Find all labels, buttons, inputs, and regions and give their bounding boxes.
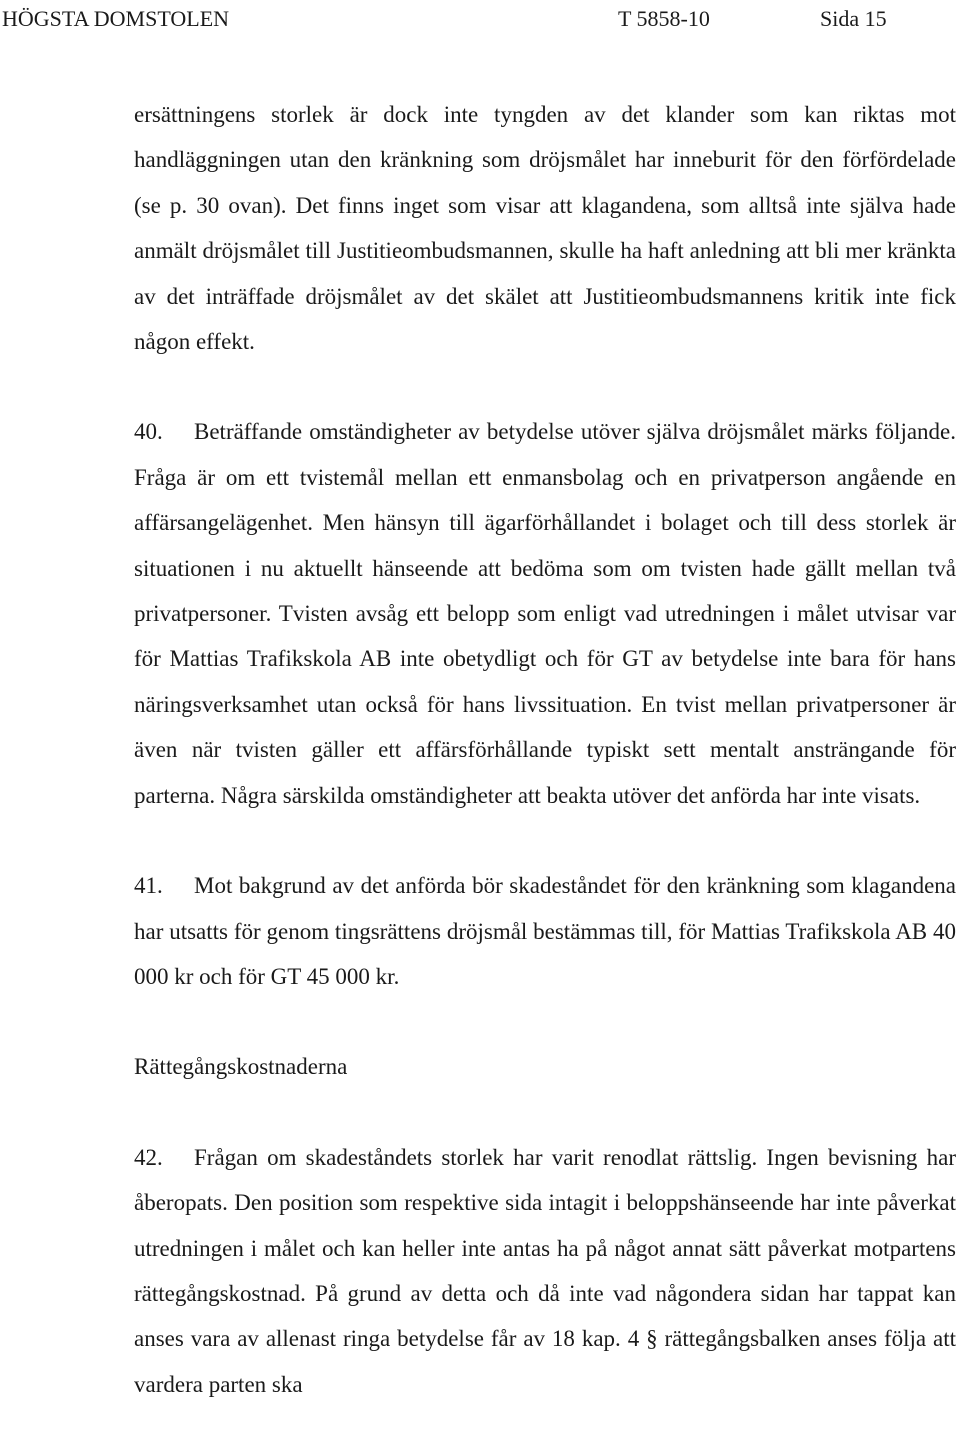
- paragraph-continuation: ersättningens storlek är dock inte tyngden av det klander som kan riktas mot handläggningen utan den kränkning som dröjsmålet har inneburit för den förfördelade (se p. 30 ovan). Det finns inget som visar att klagandena, som alltså inte själva hade anmält dröjsmålet till Justitieombudsmannen, skulle ha haft anledning att bli mer kränkta av det inträffade dröjsmålet av det skälet att Justitieombudsmannens kritik inte fick någon effekt.: [134, 102, 956, 355]
- page-number: Sida 15: [820, 6, 887, 31]
- paragraph-text: Mot bakgrund av det anförda bör skadeståndet för den kränkning som klagandena har utsatts för genom tingsrättens dröjsmål bestämmas till, för Mattias Trafikskola AB 40 000 kr och för GT 45 000 kr.: [134, 873, 956, 989]
- paragraph-gap: [134, 1090, 956, 1135]
- paragraph-number: 41.: [134, 873, 163, 899]
- paragraph-number: 40.: [134, 419, 163, 445]
- page-header: [0, 4, 960, 34]
- document-body: [134, 92, 956, 1407]
- case-number: T 5858-10: [618, 6, 710, 31]
- paragraph-gap: [134, 364, 956, 409]
- paragraph-41: [134, 863, 956, 999]
- section-heading: Rättegångskostnaderna: [134, 1054, 348, 1080]
- paragraph-gap: [134, 818, 956, 863]
- paragraph-gap: [134, 999, 956, 1044]
- court-name: HÖGSTA DOMSTOLEN: [2, 6, 230, 31]
- paragraph-text: Beträffande omständigheter av betydelse utöver själva dröjsmålet märks följande. Fråga är om ett tvistemål mellan ett enmansbolag och en privatperson angående en affärsangelägenhet. Men hänsyn till ägarförhållandet i bolaget och till dess storlek är situationen i nu aktuellt hänseende att bedöma som om tvisten hade gällt mellan två privatpersoner. Tvisten avsåg ett belopp som enligt vad utredningen i målet utvisar var för Mattias Trafikskola AB inte obetydligt och för GT av betydelse inte bara för hans näringsverksamhet utan också för hans livssituation. En tvist mellan privatpersoner är även när tvisten gäller ett affärsförhållande typiskt sett mentalt ansträngande för parterna. Några särskilda omständigheter att beakta utöver det anförda har inte visats.: [134, 419, 956, 808]
- paragraph-text: Frågan om skadeståndets storlek har varit renodlat rättslig. Ingen bevisning har åberopats. Den position som respektive sida intagit i beloppshänseende har inte påverkat utredningen i målet och kan heller inte antas ha på något annat sätt påverkat motpartens rättegångskostnad. På grund av detta och då inte vad någondera sidan har tappat kan anses vara av allenast ringa betydelse får av 18 kap. 4 § rättegångsbalken anses följa att vardera parten ska: [134, 1144, 956, 1397]
- paragraph-40: [134, 409, 956, 818]
- paragraph-number: 42.: [134, 1144, 163, 1170]
- paragraph-42: [134, 1135, 956, 1407]
